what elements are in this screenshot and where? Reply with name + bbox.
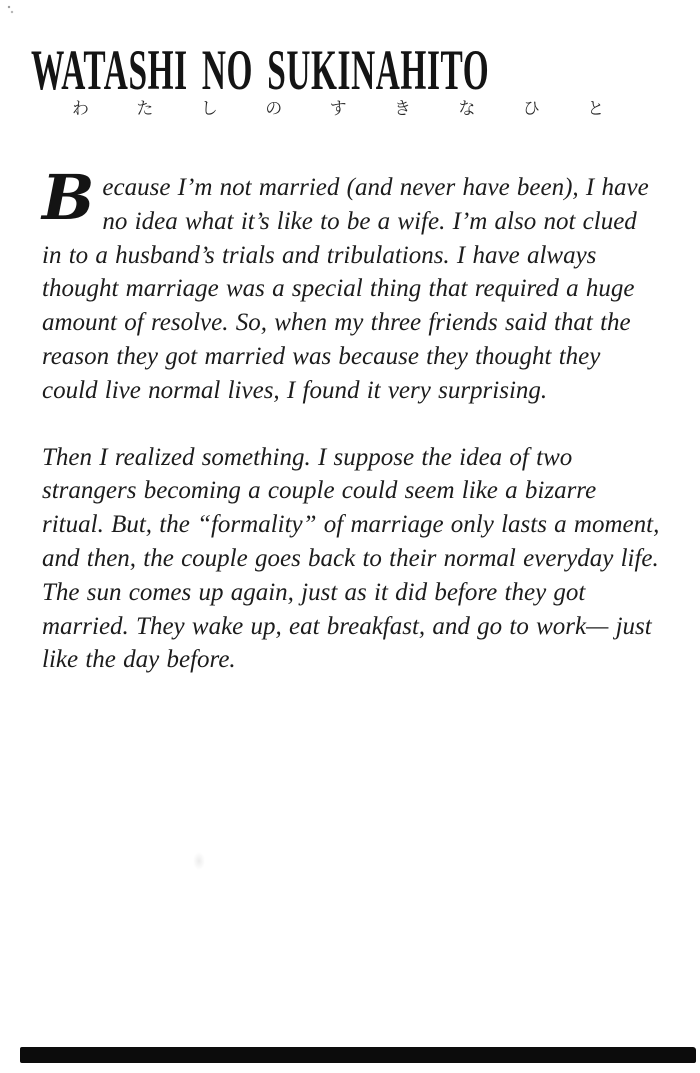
scan-edge-bar xyxy=(20,1047,696,1063)
dropcap-letter: B xyxy=(42,161,95,234)
paragraph-1-text: ecause I’m not married (and never have been), I have no idea what it’s like to be a wife. I’m also not clued in to a husband’s trials and tribulations. I have always thought marriage was a special thing that required a huge amount of resolve. So, when my three friends said that the reason they got married was because they thought they could live normal lives, I found it very surprising. xyxy=(42,174,649,404)
page-title: WATASHI NO SUKINAHITO xyxy=(31,39,490,102)
body-text xyxy=(42,161,663,677)
paragraph-2-text: Then I realized something. I suppose the idea of two strangers becoming a couple could seem like a bizarre ritual. But, the “formality” of marriage only lasts a moment, and then, the couple goes back to their normal everyday life. The sun comes up again, just as it did before they got married. They wake up, eat breakfast, and go to work— just like the day before. xyxy=(42,443,660,674)
title-block xyxy=(31,39,671,119)
scan-artifact-corner-mark xyxy=(7,5,14,15)
paragraph-2 xyxy=(42,441,663,678)
paragraph-1 xyxy=(42,161,663,408)
scan-artifact-smudge xyxy=(193,852,205,870)
title-furigana: わ た し の す き な ひ と xyxy=(72,99,626,119)
